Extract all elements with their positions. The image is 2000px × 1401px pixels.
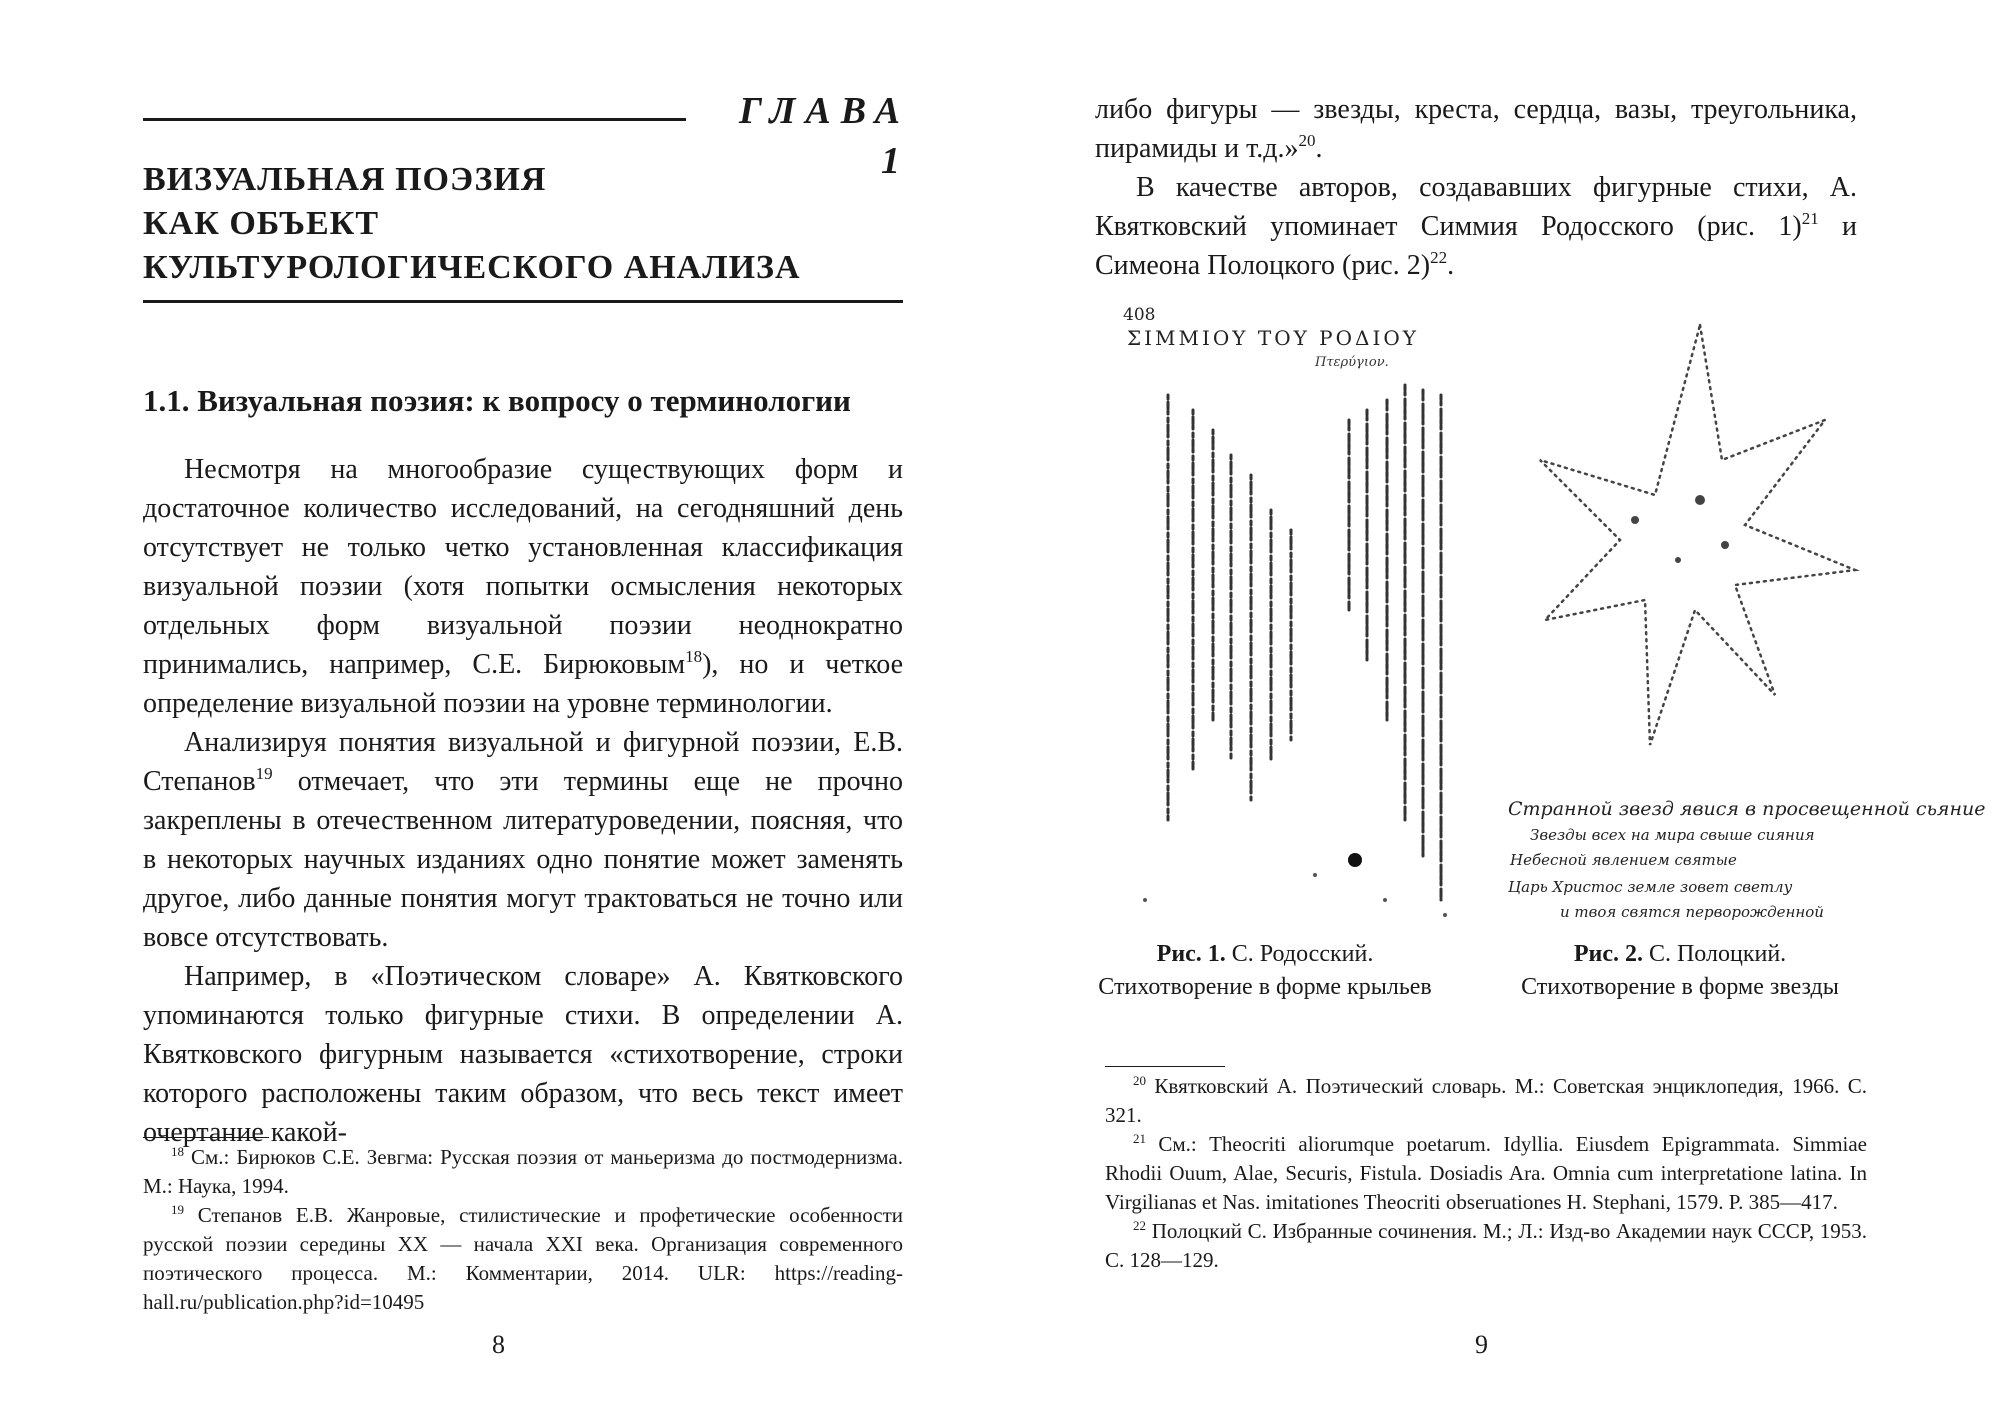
- svg-text:Царь Христос земле зовет светл: Царь Христос земле зовет светлу: [1508, 878, 1793, 896]
- part-title-line: КУЛЬТУРОЛОГИЧЕСКОГО АНАЛИЗА: [143, 249, 801, 286]
- figure-1-caption: Рис. 1. С. Родосский. Стихотворение в форме крыльев: [1098, 941, 1432, 1000]
- footnote-ref[interactable]: 21: [1801, 209, 1819, 228]
- page-number: 9: [1475, 1330, 1488, 1359]
- chapter-label: ГЛАВА 1: [739, 90, 910, 182]
- footnote: $^{19}$ Степанов Е.В. Жанровые, стилистические и профетические особенности русской поэзии середины XX — начала XXI века. Организация современного поэтического процесса. М.: Комментарии, 2014. ULR: https://reading-hall.ru/publication.php?id=10495: [143, 1202, 903, 1314]
- facsimile-subheader: Πτερύγιον.: [1315, 355, 1389, 370]
- stray-marks: [1143, 873, 1447, 917]
- footnote: $^{18}$ См.: Бирюков С.Е. Зевгма: Русская поэзия от маньеризма до постмодернизма. М.: Наука, 1994.: [143, 1144, 904, 1198]
- right-footnotes: [1105, 1072, 1867, 1275]
- star-poem-facsimile: [1500, 310, 1986, 930]
- right-page: [1000, 0, 2000, 1401]
- slavonic-text: [1508, 798, 1986, 921]
- chapter-rule-left: [143, 118, 686, 121]
- wings-poem-facsimile: [1105, 300, 1485, 930]
- footnote-rule: [1105, 1066, 1225, 1067]
- part-title-line: КАК ОБЪЕКТ: [143, 205, 380, 242]
- star-marks: [1631, 495, 1729, 563]
- footnote: $^{20}$ Квятковский А. Поэтический словарь. М.: Советская энциклопедия, 1966. С. 321.: [1105, 1073, 1867, 1127]
- left-body-text: [143, 450, 903, 1152]
- right-wing-text: [1349, 385, 1441, 900]
- title-rule-bottom: [143, 300, 903, 303]
- footnote: $^{22}$ Полоцкий С. Избранные сочинения. М.; Л.: Изд-во Академии наук СССР, 1953. С. 128—129.: [1105, 1218, 1867, 1272]
- figure-2-star-poem: [1500, 310, 1986, 930]
- paragraph: Несмотря на многообразие существующих форм и достаточное количество исследований, на сегодняшний день отсутствует не только четко установленная классификация визуальной поэзии (хотя попытки осмысления некоторых отдельных форм визуальной поэзии неоднократно принимались, например, С.Е. Бирюковым$^{18}$), но и четкое определение визуальной поэзии на уровне терминологии.: [143, 454, 903, 719]
- paragraph: Анализируя понятия визуальной и фигурной поэзии, Е.В. Степанов$^{19}$ отмечает, что эти термины еще не прочно закреплены в отечественном литературоведении, поясняя, что в некоторых научных изданиях одно понятие может заменять другое, либо данные понятия могут трактоваться не точно или вовсе отсутствовать.: [143, 727, 903, 953]
- figure-2-caption: Рис. 2. С. Полоцкий. Стихотворение в форме звезды: [1521, 941, 1839, 1000]
- left-wing-text: [1168, 395, 1291, 820]
- facsimile-page-label: 408: [1123, 305, 1156, 325]
- footnote-ref[interactable]: 20: [1298, 131, 1316, 150]
- footnote-ref[interactable]: 18: [685, 647, 703, 666]
- left-footnotes: [143, 1143, 903, 1317]
- ink-blot: [1348, 853, 1362, 867]
- figure-1-wings-poem: [1105, 300, 1485, 930]
- section-heading: 1.1. Визуальная поэзия: к вопросу о терминологии: [143, 383, 851, 418]
- right-body-text: [1095, 90, 1857, 285]
- paragraph: В качестве авторов, создававших фигурные стихи, А. Квятковский упоминает Симмия Родосского (рис. 1)$^{21}$ и Симеона Полоцкого (рис. 2)$^{22}$.: [1095, 172, 1858, 281]
- footnote: $^{21}$ См.: Theocriti aliorumque poetarum. Idyllia. Eiusdem Epigrammata. Simmiae Rhodii Ouum, Alae, Securis, Fistula. Dosiadis Ara. Omnia cum interpretatione latina. In Virgilianas et Nas. imitationes Theocriti obseruationes H. Stephani, 1579. P. 385—417.: [1105, 1131, 1867, 1214]
- facsimile-header: ΣΙΜΜΙΟΥ ΤΟΥ ΡΟΔΙΟΥ: [1127, 326, 1419, 350]
- part-title: [143, 158, 903, 290]
- footnote-ref[interactable]: 19: [255, 764, 273, 783]
- footnote-ref[interactable]: 22: [1430, 248, 1448, 267]
- paragraph: либо фигуры — звезды, креста, сердца, вазы, треугольника, пирамиды и т.д.»$^{20}$.: [1095, 94, 1857, 164]
- footnote-rule: [143, 1137, 269, 1138]
- svg-text:Небесной явлением святые: Небесной явлением святые: [1510, 851, 1737, 869]
- page-number: 8: [492, 1330, 505, 1359]
- star-shape: [1540, 325, 1855, 745]
- svg-text:и твоя святся перворожденной: и твоя святся перворожденной: [1560, 903, 1824, 921]
- svg-text:Странной звезд явися в просвещ: Странной звезд явися в просвещенной сьяние: [1508, 798, 1986, 820]
- svg-text:Звезды всех на мира свыше сиян: Звезды всех на мира свыше сияния: [1530, 826, 1815, 844]
- paragraph: Например, в «Поэтическом словаре» А. Квятковского упоминаются только фигурные стихи. В определении А. Квятковского фигурным называется «стихотворение, строки которого расположены таким образом, что весь текст имеет очертание какой-: [143, 961, 903, 1148]
- part-title-line: ВИЗУАЛЬНАЯ ПОЭЗИЯ: [143, 161, 547, 198]
